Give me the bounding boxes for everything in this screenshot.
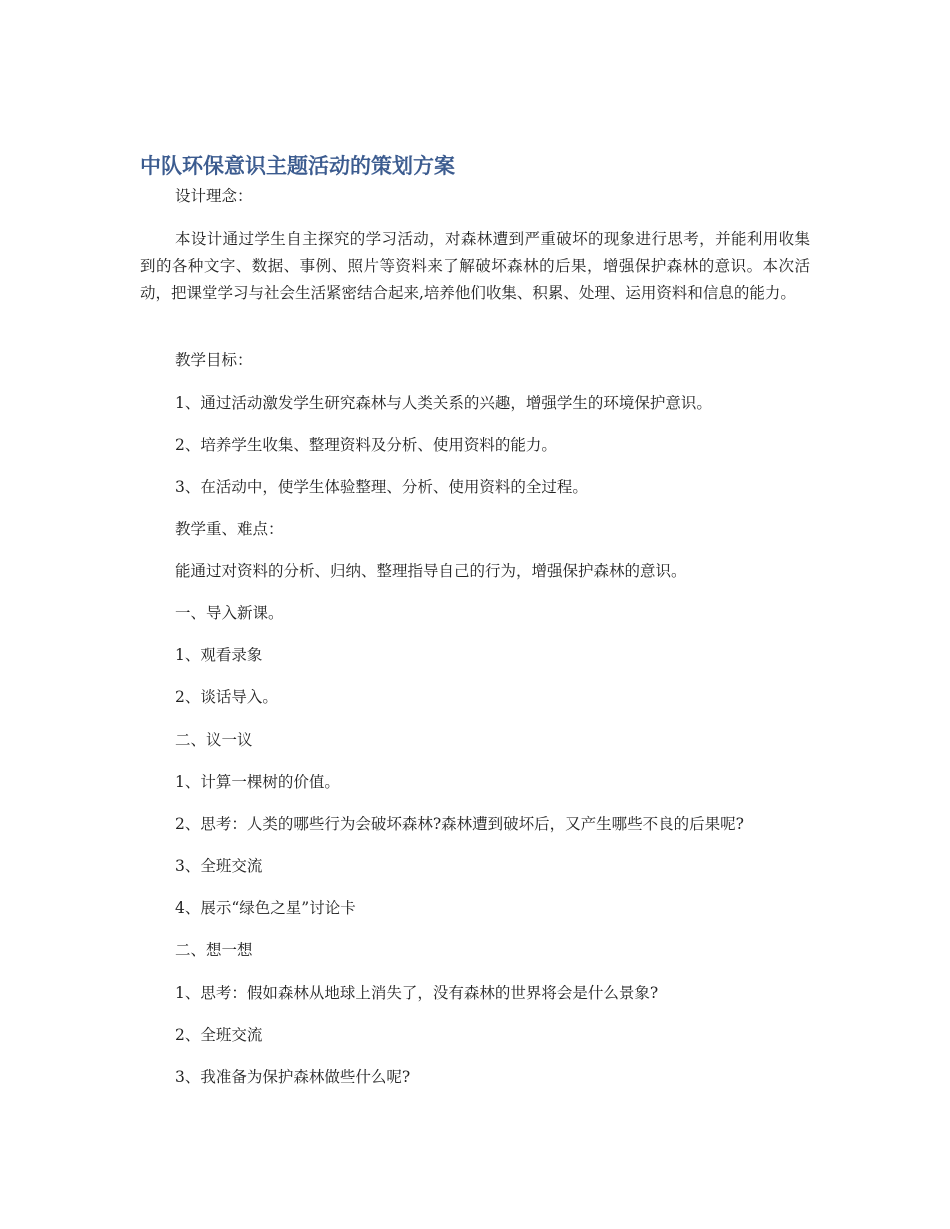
list-item: 3、全班交流 bbox=[175, 857, 263, 875]
list-item: 2、全班交流 bbox=[175, 1026, 263, 1044]
list-item: 2、思考：人类的哪些行为会破坏森林?森林遭到破坏后，又产生哪些不良的后果呢? bbox=[175, 815, 744, 833]
goal-item: 1、通过活动激发学生研究森林与人类关系的兴趣，增强学生的环境保护意识。 bbox=[175, 394, 712, 412]
section-heading: 二、想一想 bbox=[175, 941, 253, 959]
list-item: 2、谈话导入。 bbox=[175, 688, 278, 706]
goals-label: 教学目标： bbox=[175, 351, 253, 369]
section-heading: 二、议一议 bbox=[175, 731, 253, 749]
list-item: 1、计算一棵树的价值。 bbox=[175, 773, 340, 791]
goal-item: 2、培养学生收集、整理资料及分析、使用资料的能力。 bbox=[175, 436, 557, 454]
list-item: 3、我准备为保护森林做些什么呢? bbox=[175, 1068, 411, 1086]
document-title: 中队环保意识主题活动的策划方案 bbox=[140, 154, 455, 178]
list-item: 1、思考：假如森林从地球上消失了，没有森林的世界将会是什么景象? bbox=[175, 984, 659, 1002]
key-points-text: 能通过对资料的分析、归纳、整理指导自己的行为，增强保护森林的意识。 bbox=[175, 562, 687, 580]
section-heading: 一、导入新课。 bbox=[175, 604, 284, 622]
design-concept-paragraph: 本设计通过学生自主探究的学习活动，对森林遭到严重破坏的现象进行思考，并能利用收集到的各种文字、数据、事例、照片等资料来了解破坏森林的后果，增强保护森林的意识。本次活动，把课堂学习与社会生活紧密结合起来,培养他们收集、积累、处理、运用资料和信息的能力。 bbox=[140, 230, 810, 302]
list-item: 4、展示“绿色之星”讨论卡 bbox=[175, 899, 356, 917]
list-item: 1、观看录象 bbox=[175, 646, 263, 664]
key-points-label: 教学重、难点： bbox=[175, 520, 284, 538]
goal-item: 3、在活动中，使学生体验整理、分析、使用资料的全过程。 bbox=[175, 478, 588, 496]
design-concept-label: 设计理念： bbox=[175, 187, 253, 205]
